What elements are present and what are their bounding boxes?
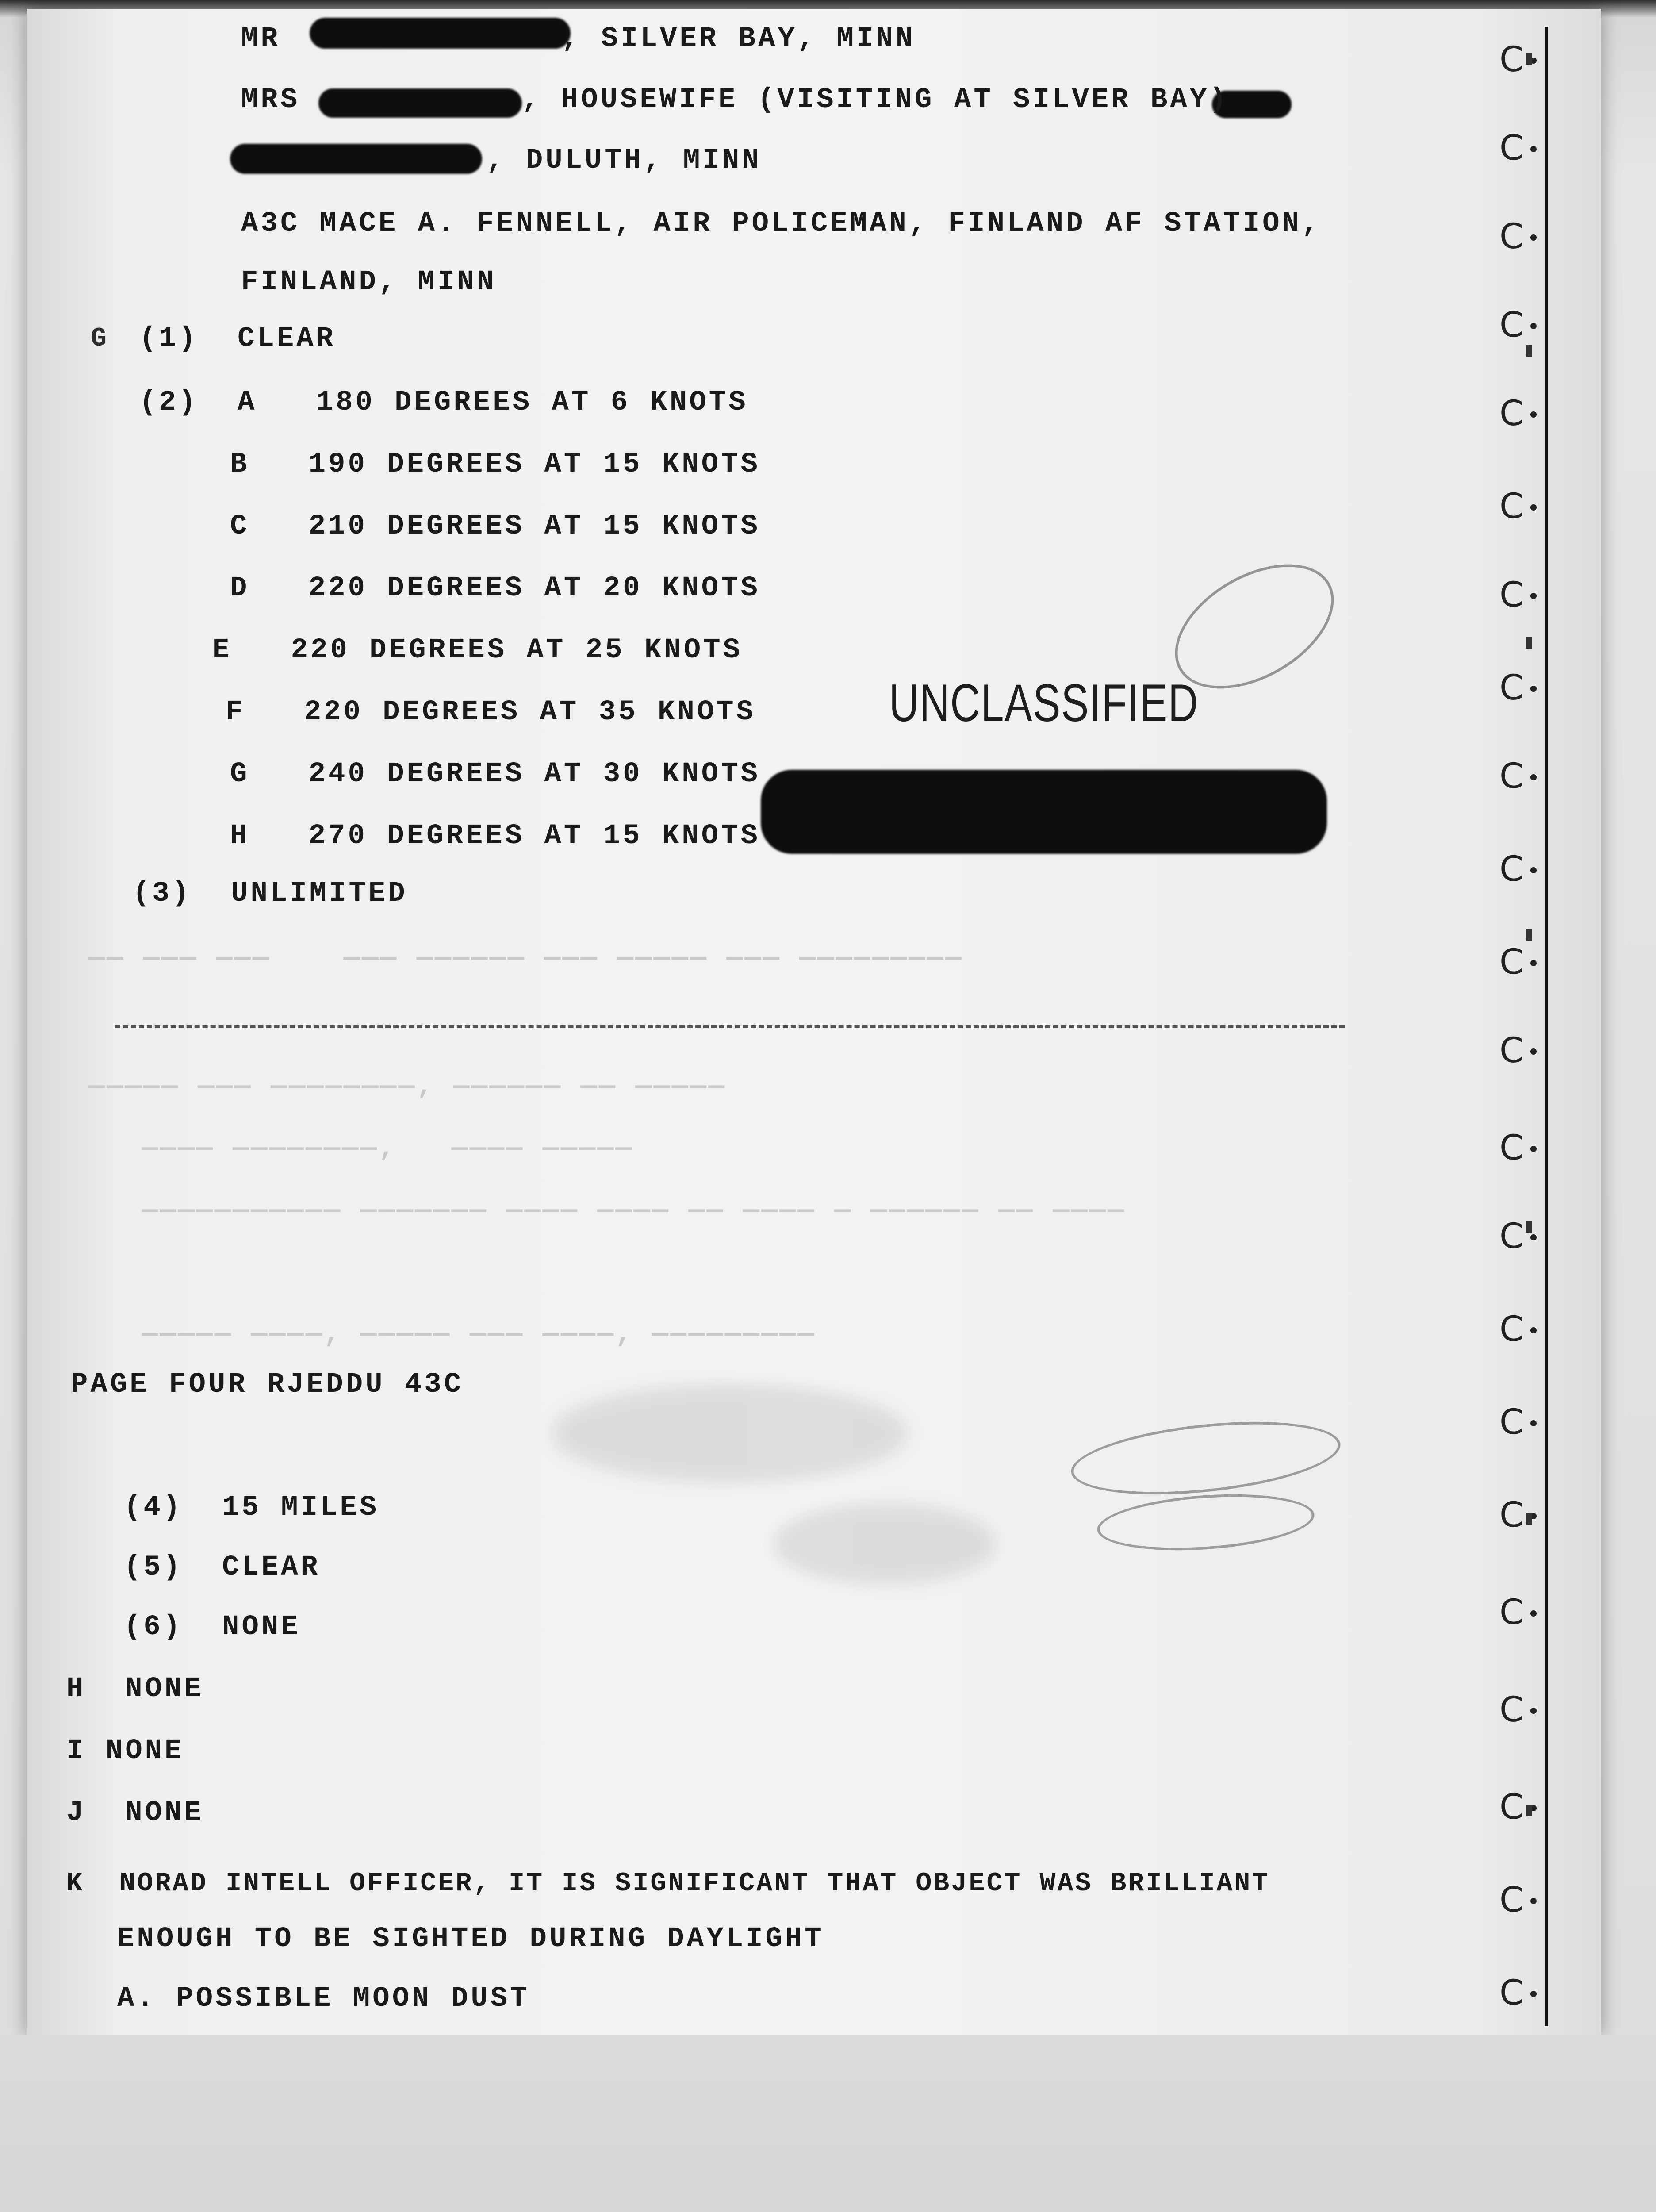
sprocket-hole: C [1499, 1133, 1530, 1164]
smudge [774, 1504, 995, 1584]
edge-tick [1526, 1513, 1532, 1525]
smudge [553, 1385, 907, 1482]
sprocket-hole: C [1499, 133, 1530, 164]
edge-tick [1526, 637, 1532, 649]
witness-line: A3C MACE A. FENNELL, AIR POLICEMAN, FINLAND AF STATION, [241, 208, 1322, 240]
redaction-bar [230, 144, 482, 174]
edge-tick [1526, 1805, 1532, 1816]
bleed-through-line: ————— ——— ————————, —————— —— ————— [88, 1071, 727, 1102]
sprocket-hole: C [1499, 1314, 1530, 1345]
numbered-item: (2) A 180 DEGREES AT 6 KNOTS [139, 387, 748, 419]
sprocket-hole: C [1499, 854, 1530, 885]
edge-tick [1526, 345, 1532, 357]
wind-row: E 220 DEGREES AT 25 KNOTS [212, 634, 743, 666]
witness-line: , DULUTH, MINN [487, 145, 762, 177]
sprocket-hole: C [1499, 44, 1530, 75]
sprocket-hole: C [1499, 1597, 1530, 1628]
edge-tick [1526, 53, 1532, 65]
edge-tick [1526, 929, 1532, 941]
bleed-through-line: —— ——— ——— ——— —————— ——— ————— ——— ————————— [88, 942, 963, 974]
sprocket-hole: C [1499, 1221, 1530, 1252]
section-line: H NONE [66, 1673, 204, 1705]
sprocket-hole: C [1499, 672, 1530, 703]
numbered-item: (5) CLEAR [124, 1551, 321, 1583]
bleed-through-line: ————— ————, ————— ——— ————, ————————— [142, 1318, 816, 1350]
witness-line: , SILVER BAY, MINN [562, 23, 916, 55]
numbered-item: (1) CLEAR [139, 323, 336, 355]
sprocket-hole: C [1499, 1694, 1530, 1725]
section-line: I NONE [66, 1735, 184, 1767]
wind-row: C 210 DEGREES AT 15 KNOTS [230, 511, 760, 542]
section-continuation: ENOUGH TO BE SIGHTED DURING DAYLIGHT [117, 1923, 824, 1955]
numbered-item: (6) NONE [124, 1611, 301, 1643]
sprocket-hole: C [1499, 580, 1530, 611]
wind-row: G 240 DEGREES AT 30 KNOTS [230, 758, 760, 790]
sprocket-hole: C [1499, 1035, 1530, 1066]
wind-row: D 220 DEGREES AT 20 KNOTS [230, 572, 760, 604]
sprocket-hole: C [1499, 947, 1530, 978]
redaction-bar [761, 770, 1327, 854]
bleed-through-line: ——————————— ——————— ———— ———— —— ———— — —————— —— ———— [142, 1194, 1126, 1226]
witness-line: FINLAND, MINN [241, 266, 497, 298]
sprocket-hole: C [1499, 1885, 1530, 1916]
sprocket-hole: C [1499, 1978, 1530, 2008]
scan-lower-margin [0, 2035, 1656, 2212]
wind-row: F 220 DEGREES AT 35 KNOTS [226, 696, 756, 728]
sprocket-hole: C [1499, 310, 1530, 341]
section-label: G [91, 324, 109, 354]
sprocket-hole: C [1499, 1792, 1530, 1823]
section-line: J NONE [66, 1797, 204, 1829]
wind-row: B 190 DEGREES AT 15 KNOTS [230, 449, 760, 480]
witness-line: MRS [241, 84, 300, 116]
wind-row: H 270 DEGREES AT 15 KNOTS [230, 820, 760, 852]
sprocket-hole: C [1499, 398, 1530, 429]
witness-line: MR [241, 23, 280, 55]
sprocket-hole: C [1499, 1407, 1530, 1438]
sprocket-holes [1499, 27, 1561, 2026]
sprocket-hole: C [1499, 221, 1530, 252]
perforation-line [115, 1025, 1345, 1028]
redaction-bar [318, 88, 522, 118]
classification-stamp: UNCLASSIFIED [889, 673, 1199, 733]
sprocket-hole: C [1499, 491, 1530, 522]
section-line: K NORAD INTELL OFFICER, IT IS SIGNIFICANT THAT OBJECT WAS BRILLIANT [66, 1869, 1270, 1899]
sprocket-hole: C [1499, 761, 1530, 792]
section-item: A. POSSIBLE MOON DUST [117, 1983, 530, 2015]
witness-line: , HOUSEWIFE (VISITING AT SILVER BAY) [522, 84, 1229, 116]
page-header: PAGE FOUR RJEDDU 43C [71, 1369, 464, 1401]
teletype-page [27, 9, 1601, 2035]
bleed-through-line: ———— ————————, ———— ————— [142, 1133, 634, 1164]
redaction-bar [310, 18, 571, 49]
numbered-item: (4) 15 MILES [124, 1492, 380, 1524]
numbered-item: (3) UNLIMITED [133, 878, 408, 910]
edge-tick [1526, 1221, 1532, 1233]
sprocket-hole: C [1499, 1500, 1530, 1531]
